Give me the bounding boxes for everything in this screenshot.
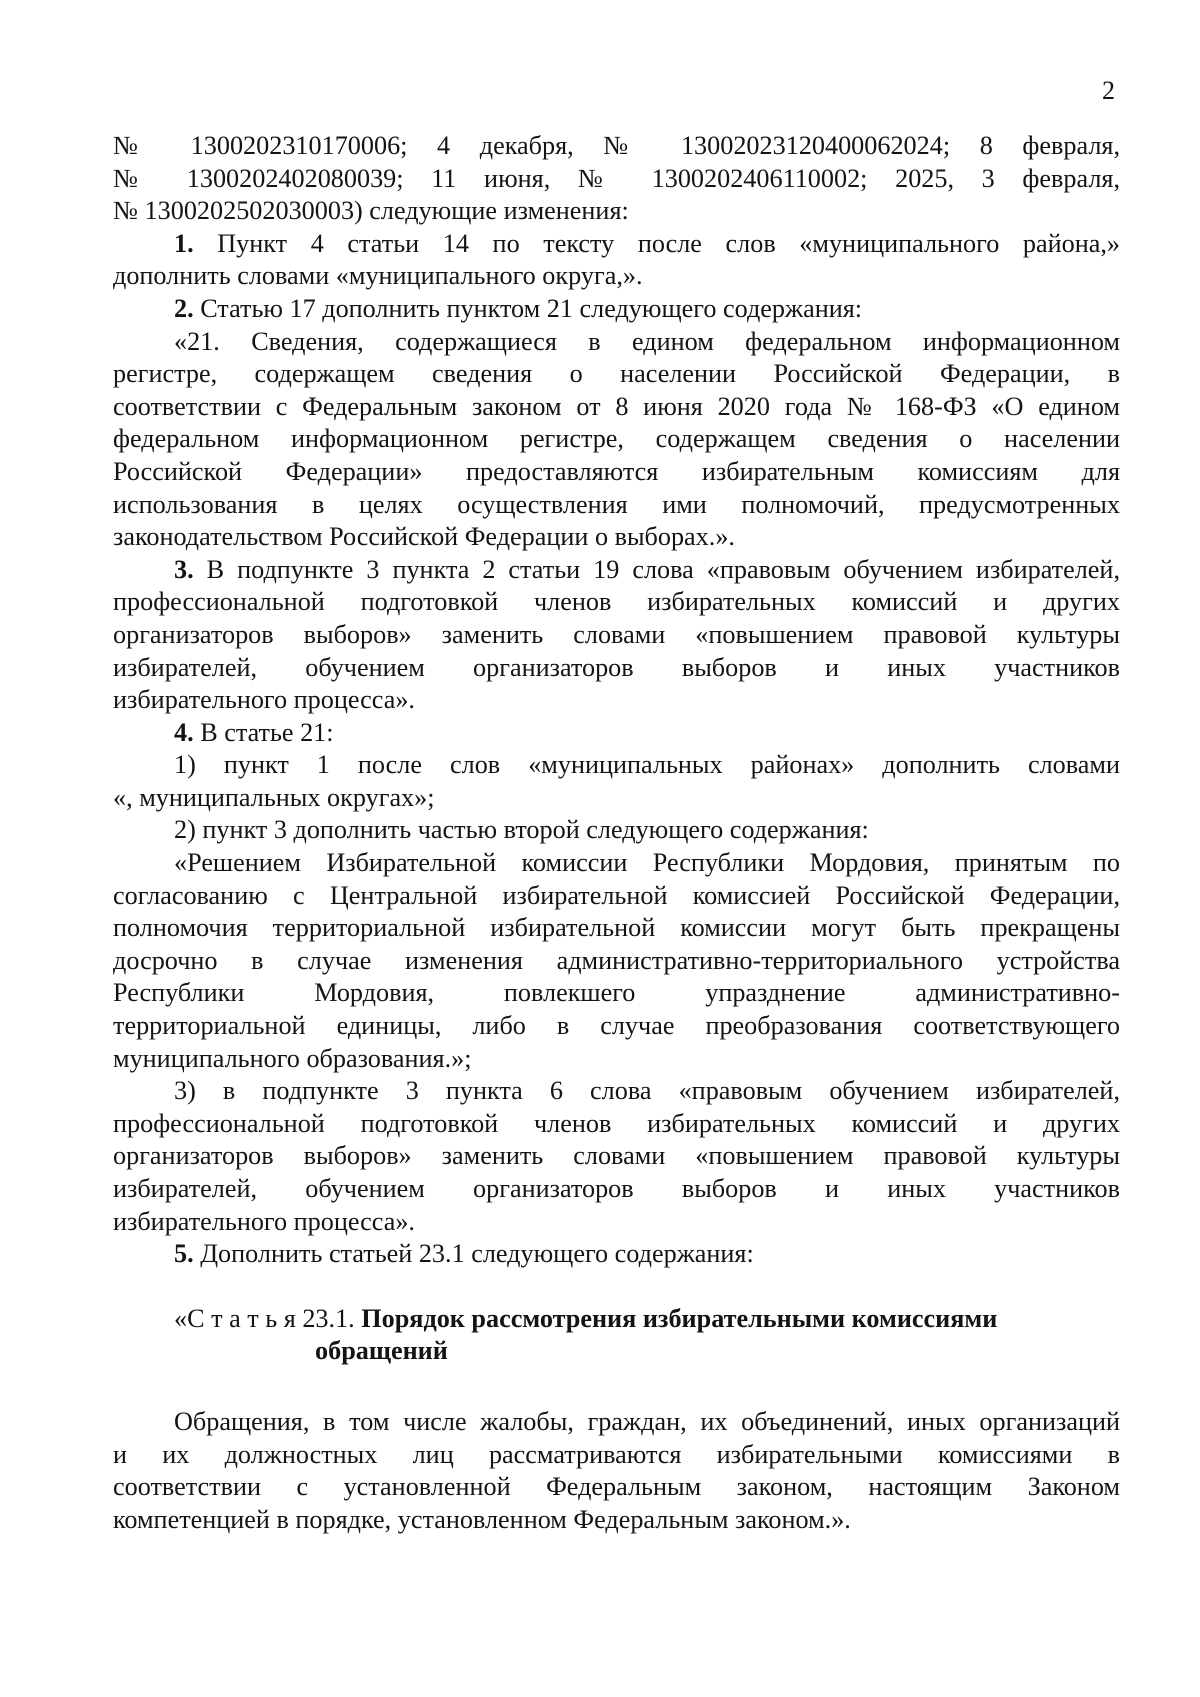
item-3-line: организаторов выборов» заменить словами «повышением правовой культуры <box>113 619 1120 649</box>
item-3-line: избирательного процесса». <box>113 685 415 715</box>
item-number: 1. <box>174 228 194 258</box>
article-title-line2: обращений <box>315 1336 448 1366</box>
item-text: В подпункте 3 пункта 2 статьи 19 слова «правовым обучением избирателей, <box>193 554 1120 584</box>
item-text: Пункт 4 статьи 14 по тексту после слов «муниципального района,» <box>193 228 1120 258</box>
item-4 <box>113 717 1120 750</box>
document-body <box>113 130 1120 1536</box>
closing-line: компетенцией в порядке, установленном Федеральным законом.». <box>113 1504 851 1534</box>
item-3-line: избирателей, обучением организаторов выборов и иных участников <box>113 652 1120 682</box>
item-text: В статье 21: <box>193 717 334 747</box>
article-heading <box>174 1303 1120 1336</box>
subitem-1: 1) пункт 1 после слов «муниципальных районах» дополнить словами <box>174 750 1120 780</box>
quote-line: использования в целях осуществления ими полномочий, предусмотренных <box>113 489 1120 519</box>
subitem-1-line: «, муниципальных округах»; <box>113 782 435 812</box>
quote-line: законодательством Российской Федерации о выборах.». <box>113 522 735 552</box>
quote-line: «21. Сведения, содержащиеся в едином федеральном информационном <box>174 326 1120 356</box>
item-text: Дополнить статьей 23.1 следующего содержания: <box>193 1239 754 1269</box>
item-number: 2. <box>174 293 194 323</box>
closing-line: соответствии с установленной Федеральным законом, настоящим Законом <box>113 1472 1120 1502</box>
quote-line: регистре, содержащем сведения о населении Российской Федерации, в <box>113 359 1120 389</box>
item-number: 5. <box>174 1239 194 1269</box>
quote-line: муниципального образования.»; <box>113 1043 472 1073</box>
page-number: 2 <box>1102 76 1115 105</box>
intro-line: № 1300202310170006; 4 декабря, № 13002023120400062024; 8 февраля, <box>113 131 1120 160</box>
quote-line: полномочия территориальной избирательной комиссии могут быть прекращены <box>113 913 1120 943</box>
item-text: Статью 17 дополнить пунктом 21 следующего содержания: <box>193 293 863 323</box>
article-title: Порядок рассмотрения избирательными комиссиями <box>354 1303 998 1333</box>
subitem-3-line: избирателей, обучением организаторов выборов и иных участников <box>113 1174 1120 1203</box>
item-3 <box>113 554 1120 587</box>
quote-line: федеральном информационном регистре, содержащем сведения о населении <box>113 424 1120 454</box>
intro-line: № 1300202402080039; 11 июня, № 1300202406110002; 2025, 3 февраля, <box>113 163 1120 193</box>
intro-line: № 1300202502030003) следующие изменения: <box>113 196 629 226</box>
subitem-3-line: избирательного процесса». <box>113 1206 415 1236</box>
quote-line: Республики Мордовия, повлекшего упразднение административно- <box>113 978 1120 1008</box>
subitem-3-line: организаторов выборов» заменить словами «повышением правовой культуры <box>113 1141 1120 1171</box>
subitem-3: 3) в подпункте 3 пункта 6 слова «правовым обучением избирателей, <box>174 1076 1120 1106</box>
article-prefix: «С т а т ь я 23.1. <box>174 1303 355 1333</box>
quote-line: согласованию с Центральной избирательной комиссией Российской Федерации, <box>113 880 1120 910</box>
item-2 <box>113 293 1120 326</box>
closing-line: и их должностных лиц рассматриваются избирательными комиссиями в <box>113 1439 1120 1469</box>
item-1 <box>113 228 1120 261</box>
item-number: 3. <box>174 554 194 584</box>
closing-line: Обращения, в том числе жалобы, граждан, их объединений, иных организаций <box>174 1406 1120 1436</box>
quote-line: «Решением Избирательной комиссии Республики Мордовия, принятым по <box>174 848 1120 878</box>
item-3-line: профессиональной подготовкой членов избирательных комиссий и других <box>113 587 1120 617</box>
item-number: 4. <box>174 717 194 747</box>
item-5 <box>113 1238 1120 1271</box>
quote-line: территориальной единицы, либо в случае преобразования соответствующего <box>113 1011 1120 1041</box>
quote-line: Российской Федерации» предоставляются избирательным комиссиям для <box>113 456 1120 486</box>
subitem-3-line: профессиональной подготовкой членов избирательных комиссий и других <box>113 1108 1120 1138</box>
item-1-line: дополнить словами «муниципального округа,». <box>113 261 643 291</box>
subitem-2: 2) пункт 3 дополнить частью второй следующего содержания: <box>174 815 869 845</box>
spacer <box>113 1368 1120 1406</box>
quote-line: досрочно в случае изменения административно-территориального устройства <box>113 945 1120 975</box>
quote-line: соответствии с Федеральным законом от 8 июня 2020 года № 168-ФЗ «О едином <box>113 391 1120 421</box>
